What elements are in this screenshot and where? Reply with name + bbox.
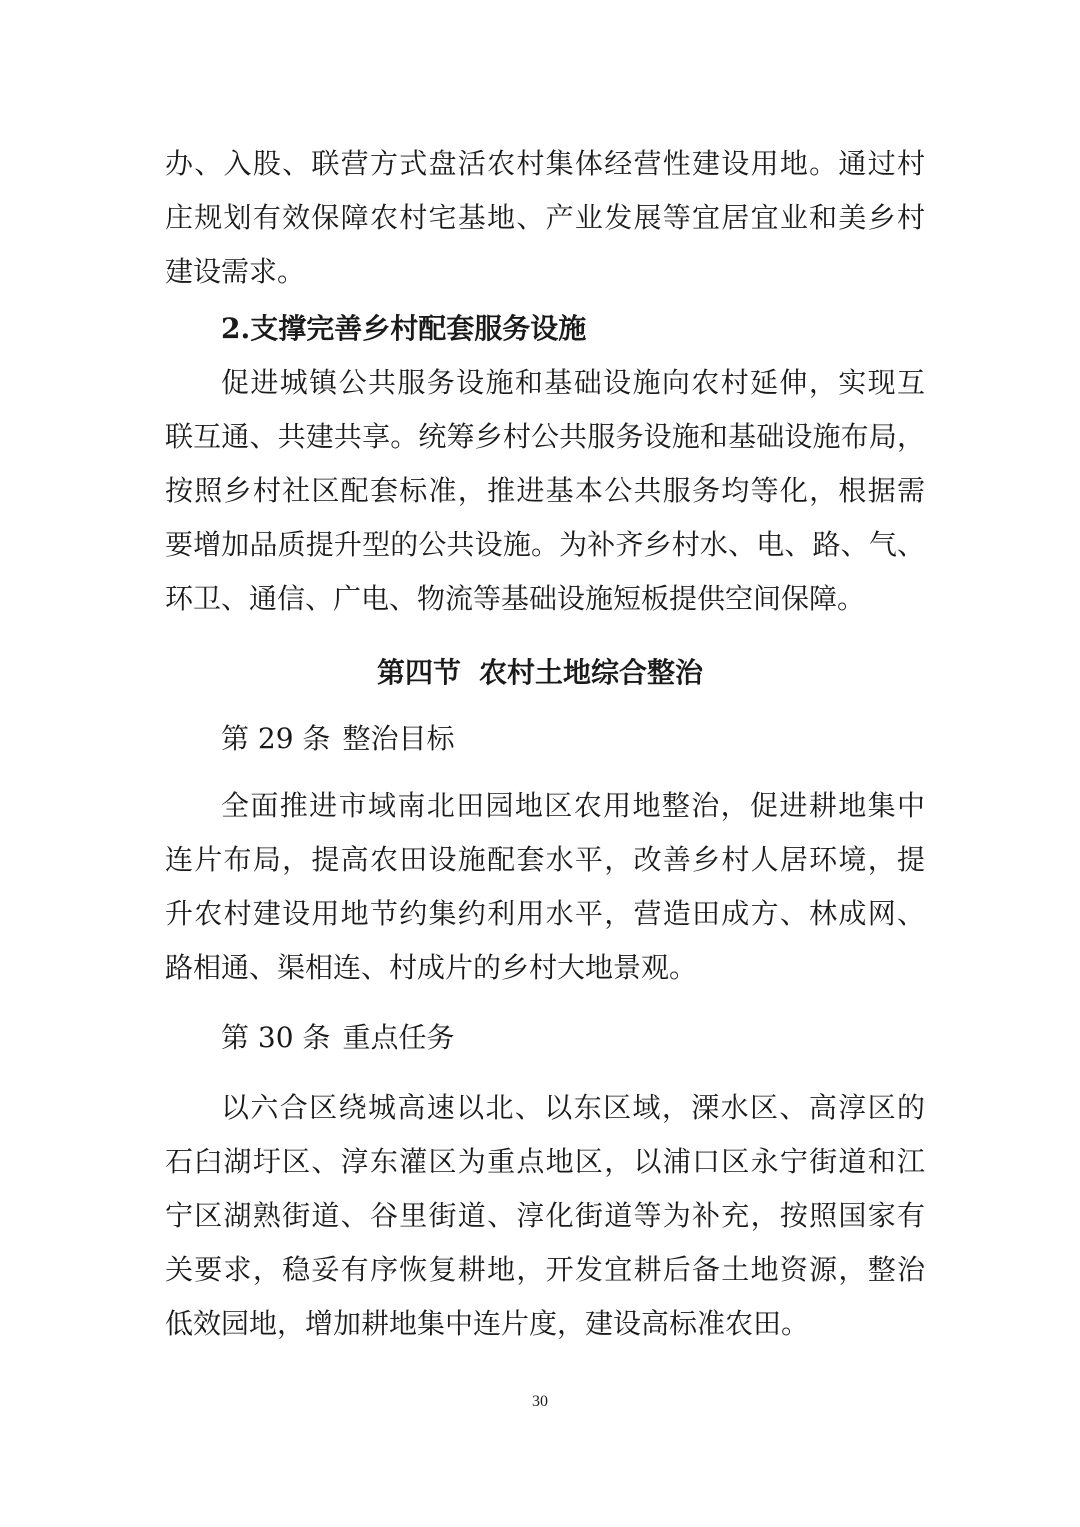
section-name: 农村土地综合整治: [479, 656, 704, 689]
article-29-body: [165, 779, 925, 995]
article-30-heading: [221, 1011, 454, 1065]
paragraph-line: 路相通、渠相连、村成片的乡村大地景观。: [165, 951, 698, 984]
paragraph-line: 建设需求。: [165, 255, 306, 288]
paragraph-line: 连片布局，提高农田设施配套水平，改善乡村人居环境，提: [165, 843, 925, 876]
paragraph-service-facilities: [165, 356, 925, 626]
paragraph-line: 低效园地，增加耕地集中连片度，建设高标准农田。: [165, 1307, 810, 1340]
article-29-heading: [221, 712, 454, 766]
paragraph-line: 促进城镇公共服务设施和基础设施向农村延伸，实现互: [221, 366, 925, 399]
paragraph-line: 按照乡村社区配套标准，推进基本公共服务均等化，根据需: [165, 474, 925, 507]
article-number: 第 29 条: [221, 722, 331, 755]
subheading-service-facilities: 2.支撑完善乡村配套服务设施: [221, 312, 587, 345]
paragraph-line: 庄规划有效保障农村宅基地、产业发展等宜居宜业和美乡村: [165, 201, 925, 234]
paragraph-line: 全面推进市域南北田园地区农用地整治，促进耕地集中: [221, 789, 925, 822]
paragraph-line: 升农村建设用地节约集约利用水平，营造田成方、林成网、: [165, 897, 925, 930]
article-30-body: [165, 1081, 925, 1351]
paragraph-line: 石臼湖圩区、淳东灌区为重点地区，以浦口区永宁街道和江: [165, 1145, 925, 1178]
page-number: 30: [532, 1393, 548, 1410]
article-title: 整治目标: [342, 722, 455, 755]
paragraph-rural-land: [165, 137, 925, 299]
section-number: 第四节: [376, 656, 461, 689]
paragraph-line: 要增加品质提升型的公共设施。为补齐乡村水、电、路、气、: [165, 528, 925, 561]
paragraph-line: 环卫、通信、广电、物流等基础设施短板提供空间保障。: [165, 582, 866, 615]
paragraph-line: 宁区湖熟街道、谷里街道、淳化街道等为补充，按照国家有: [165, 1199, 925, 1232]
section-title: [0, 646, 1080, 700]
article-number: 第 30 条: [221, 1021, 331, 1054]
paragraph-line: 以六合区绕城高速以北、以东区域，溧水区、高淳区的: [221, 1091, 925, 1124]
paragraph-line: 关要求，稳妥有序恢复耕地，开发宜耕后备土地资源，整治: [165, 1253, 925, 1286]
article-title: 重点任务: [342, 1021, 455, 1054]
paragraph-line: 联互通、共建共享。统筹乡村公共服务设施和基础设施布局，: [165, 420, 925, 453]
paragraph-line: 办、入股、联营方式盘活农村集体经营性建设用地。通过村: [165, 147, 925, 180]
